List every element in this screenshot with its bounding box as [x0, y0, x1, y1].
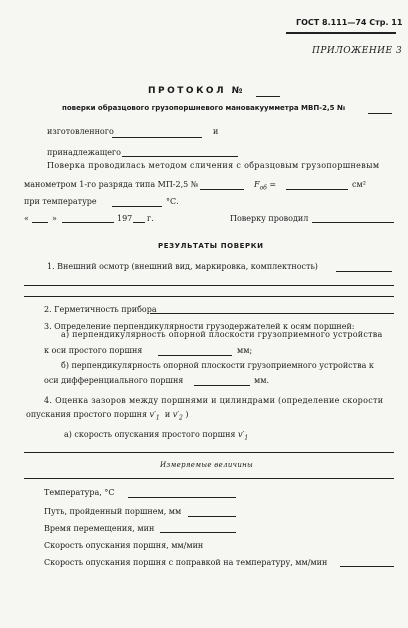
year-prefix: 197 [117, 214, 133, 223]
protocol-number-blank[interactable] [256, 96, 280, 97]
manufactured-label: изготовленного [47, 127, 114, 136]
owner-blank[interactable] [122, 156, 238, 157]
item3a-blank[interactable] [158, 355, 232, 356]
month-blank[interactable] [62, 222, 114, 223]
appendix-label: ПРИЛОЖЕНИЕ 3 [312, 46, 403, 56]
temperature-blank[interactable] [112, 206, 162, 207]
item4a-text: а) скорость опускания простого поршня $v'_1$ [64, 430, 249, 442]
corrected-speed-value-blank[interactable] [340, 566, 394, 567]
item2-text: 2. Герметичность прибора [44, 305, 157, 314]
v2-symbol: $v'_2$ [172, 410, 183, 422]
year-blank[interactable] [133, 222, 145, 223]
item4-line2: опускания простого поршня $v'_1$ и $v'_2$ ) [26, 410, 189, 422]
day-blank[interactable] [32, 222, 48, 223]
manufacturer-blank[interactable] [112, 137, 202, 138]
item3b-line1: б) перпендикулярность опорной плоскости грузоприемного устройства к [61, 361, 374, 370]
temperature-value-blank[interactable] [128, 497, 236, 498]
table-top-rule [24, 452, 394, 453]
device-number-blank[interactable] [368, 113, 392, 114]
manometer-number-blank[interactable] [200, 189, 244, 190]
year-suffix: г. [147, 214, 154, 223]
item3-text: 3. Определение перпендикулярности грузодержателей к осям поршней: [44, 322, 355, 331]
item3a-line1: а) перпендикулярность опорной плоскости грузоприемного устройства [61, 330, 383, 339]
protocol-title: ПРОТОКОЛ № [148, 86, 246, 96]
date-close-quote: » [52, 214, 57, 223]
v1-symbol: $v'_1$ [149, 410, 160, 422]
measured-row-corrected-speed: Скорость опускания поршня с поправкой на температуру, мм/мин [44, 558, 328, 567]
verifier-label: Поверку проводил [230, 214, 309, 223]
table-header-rule [24, 478, 394, 479]
measured-row-time: Время перемещения, мин [44, 524, 155, 533]
f-symbol: $F_{об}$ = [254, 180, 277, 192]
owned-label: принадлежащего [47, 148, 121, 157]
protocol-subtitle: поверки образцового грузопоршневого мановакуумметра МВП-2,5 № [62, 104, 346, 112]
cm2-unit: см² [352, 180, 366, 189]
measured-row-speed: Скорость опускания поршня, мм/мин [44, 541, 204, 550]
path-value-blank[interactable] [188, 516, 236, 517]
item1-blank[interactable] [336, 271, 392, 272]
date-open-quote: « [24, 214, 29, 223]
temperature-label: при температуре [24, 197, 97, 206]
item3b-blank[interactable] [194, 385, 250, 386]
method-text-line1: Поверка проводилась методом сличения с образцовым грузопоршневым [47, 161, 380, 170]
measured-title: Измеряемые величины [160, 461, 254, 469]
verifier-blank[interactable] [312, 222, 394, 223]
measured-row-temperature: Температура, °С [44, 488, 115, 497]
method-text-line2: манометром 1-го разряда типа МП-2,5 № [24, 180, 199, 189]
item1-line2[interactable] [24, 285, 394, 286]
item3a-line2: к оси простого поршня [44, 346, 143, 355]
degc-unit: °С. [166, 197, 179, 206]
header-rule [286, 32, 396, 34]
item1-text: 1. Внешний осмотр (внешний вид, маркировка, комплектность) [47, 262, 318, 271]
and-label: и [213, 127, 219, 136]
results-title: РЕЗУЛЬТАТЫ ПОВЕРКИ [158, 242, 264, 250]
item3a-unit: мм; [237, 346, 253, 355]
area-blank[interactable] [286, 189, 348, 190]
standard-header: ГОСТ 8.111—74 Стр. 11 [296, 18, 403, 27]
time-value-blank[interactable] [160, 532, 236, 533]
item1-line3[interactable] [24, 296, 394, 297]
item3b-line2: оси дифференциального поршня [44, 376, 184, 385]
item3b-unit: мм. [254, 376, 269, 385]
item2-blank[interactable] [150, 313, 394, 314]
measured-row-path: Путь, пройденный поршнем, мм [44, 507, 182, 516]
item4-line1: 4. Оценка зазоров между поршнями и цилиндрами (определение скорости [44, 396, 384, 405]
v1b-symbol: $v'_1$ [238, 430, 249, 442]
